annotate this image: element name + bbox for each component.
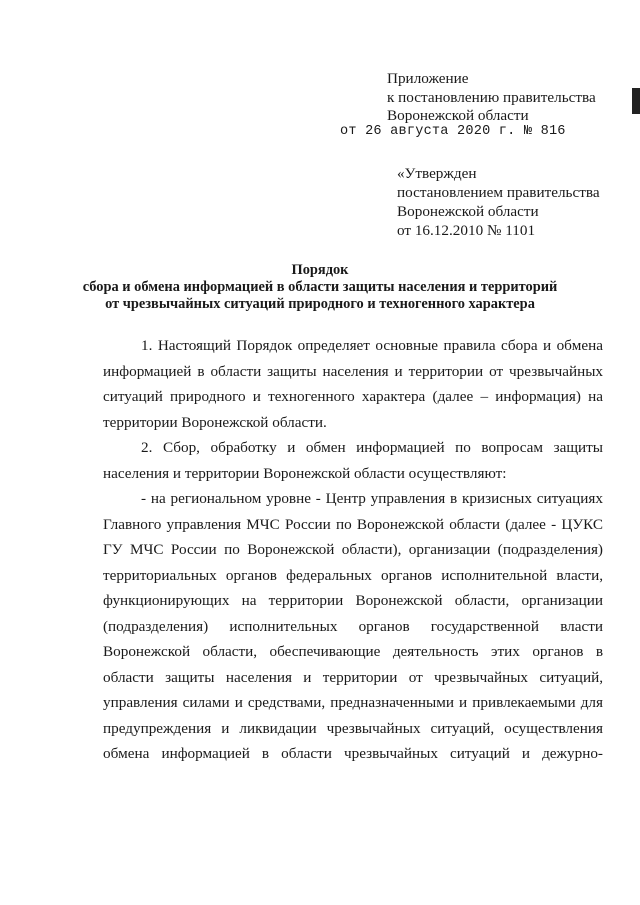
body-line: территории Воронежской области. [103, 413, 327, 431]
appendix-line: Приложение [387, 70, 469, 87]
body-line: управления силами и средствами, предназначенными и привлекаемыми для [103, 694, 603, 711]
appendix-line: Воронежской области [387, 107, 529, 124]
scan-edge-mark [632, 88, 640, 114]
body-line: области защиты населения и территории от чрезвычайных ситуаций, [103, 668, 603, 686]
document-body [103, 333, 603, 767]
body-line: ГУ МЧС России по Воронежской области), организации (подразделения) [103, 541, 603, 558]
approval-block [397, 164, 600, 240]
title-line: сбора и обмена информацией в области защиты населения и территорий [82, 279, 558, 295]
approval-line: «Утвержден [397, 165, 477, 182]
approval-line: постановлением правительства [397, 184, 600, 201]
approval-line: Воронежской области [397, 203, 539, 220]
body-line: (подразделения) исполнительных органов государственной власти [103, 617, 603, 635]
body-line: Главного управления МЧС России по Воронежской области (далее - ЦУКС [103, 515, 603, 533]
body-line: - на региональном уровне - Центр управления в кризисных ситуациях [141, 490, 603, 507]
body-line: территориальных органов федеральных органов исполнительной власти, [103, 566, 603, 584]
body-line: 1. Настоящий Порядок определяет основные правила сбора и обмена [141, 337, 603, 354]
title-line: от чрезвычайных ситуаций природного и техногенного характера [105, 296, 535, 312]
body-line: ситуаций природного и техногенного характера (далее – информация) на [103, 388, 603, 405]
approval-line: от 16.12.2010 № 1101 [397, 222, 536, 239]
body-line: предупреждения и ликвидации чрезвычайных ситуаций, осуществления [103, 719, 603, 737]
document-title [0, 262, 640, 313]
appendix-header [387, 70, 596, 126]
registration-stamp: от 26 августа 2020 г. № 816 [340, 124, 566, 139]
body-line: населения и территории Воронежской области осуществляют: [103, 464, 507, 482]
body-line: Воронежской области, обеспечивающие деятельность этих органов в [103, 643, 603, 660]
body-line: информацией в области защиты населения и территории от чрезвычайных [103, 362, 603, 380]
body-line: обмена информацией в области чрезвычайных ситуаций и дежурно- [103, 745, 603, 762]
appendix-line: к постановлению правительства [387, 88, 596, 106]
body-line: 2. Сбор, обработку и обмен информацией по вопросам защиты [141, 439, 603, 456]
body-line: функционирующих на территории Воронежской области, организации [103, 592, 603, 609]
title-line: Порядок [291, 262, 349, 278]
